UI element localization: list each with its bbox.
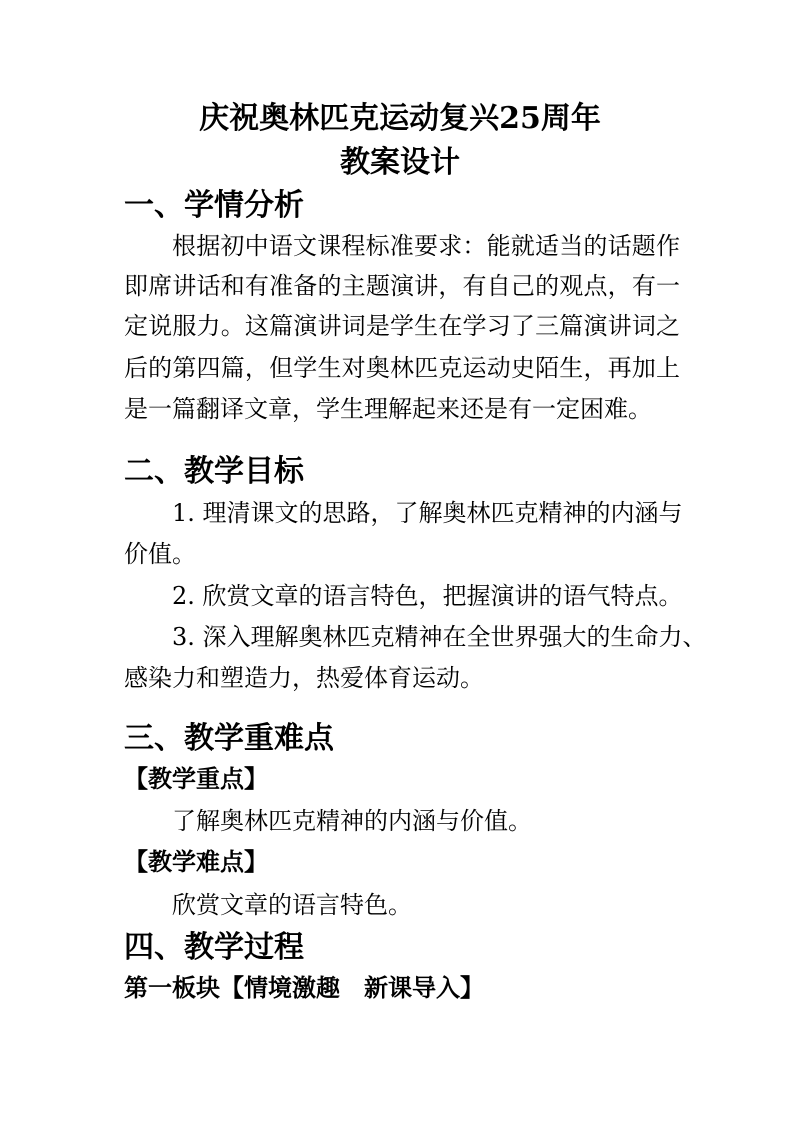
section-heading-key-difficult-points: 三、教学重难点 xyxy=(124,721,334,756)
key-point-text: 了解奥林匹克精神的内涵与价值。 xyxy=(172,807,532,835)
document-title: 庆祝奥林匹克运动复兴25周年 xyxy=(199,101,601,136)
goal-item-1: 1. 理清课文的思路，了解奥林匹克精神的内涵与 xyxy=(172,499,683,527)
block-title: 第一板块【情境激趣 新课导入】 xyxy=(124,973,484,1002)
difficult-point-label: 【教学难点】 xyxy=(124,847,268,876)
section-heading-learning-analysis: 一、学情分析 xyxy=(124,188,304,223)
paragraph-line: 是一篇翻译文章，学生理解起来还是有一定困难。 xyxy=(124,395,652,423)
section-heading-teaching-process: 四、教学过程 xyxy=(124,930,304,965)
paragraph-line: 根据初中语文课程标准要求：能就适当的话题作 xyxy=(172,232,680,260)
goal-item-3: 3. 深入理解奥林匹克精神在全世界强大的生命力、 xyxy=(172,623,707,651)
goal-item-2: 2. 欣赏文章的语言特色，把握演讲的语气特点。 xyxy=(172,582,683,610)
paragraph-line: 即席讲话和有准备的主题演讲，有自己的观点，有一 xyxy=(124,272,680,300)
goal-item-3-continued: 感染力和塑造力，热爱体育运动。 xyxy=(124,664,484,692)
paragraph-line: 定说服力。这篇演讲词是学生在学习了三篇演讲词之 xyxy=(124,312,680,340)
document-subtitle: 教案设计 xyxy=(340,145,460,180)
section-heading-teaching-goals: 二、教学目标 xyxy=(124,454,304,489)
goal-item-1-continued: 价值。 xyxy=(124,540,196,568)
key-point-label: 【教学重点】 xyxy=(124,764,268,793)
difficult-point-text: 欣赏文章的语言特色。 xyxy=(172,891,412,919)
paragraph-line: 后的第四篇，但学生对奥林匹克运动史陌生，再加上 xyxy=(124,354,680,382)
